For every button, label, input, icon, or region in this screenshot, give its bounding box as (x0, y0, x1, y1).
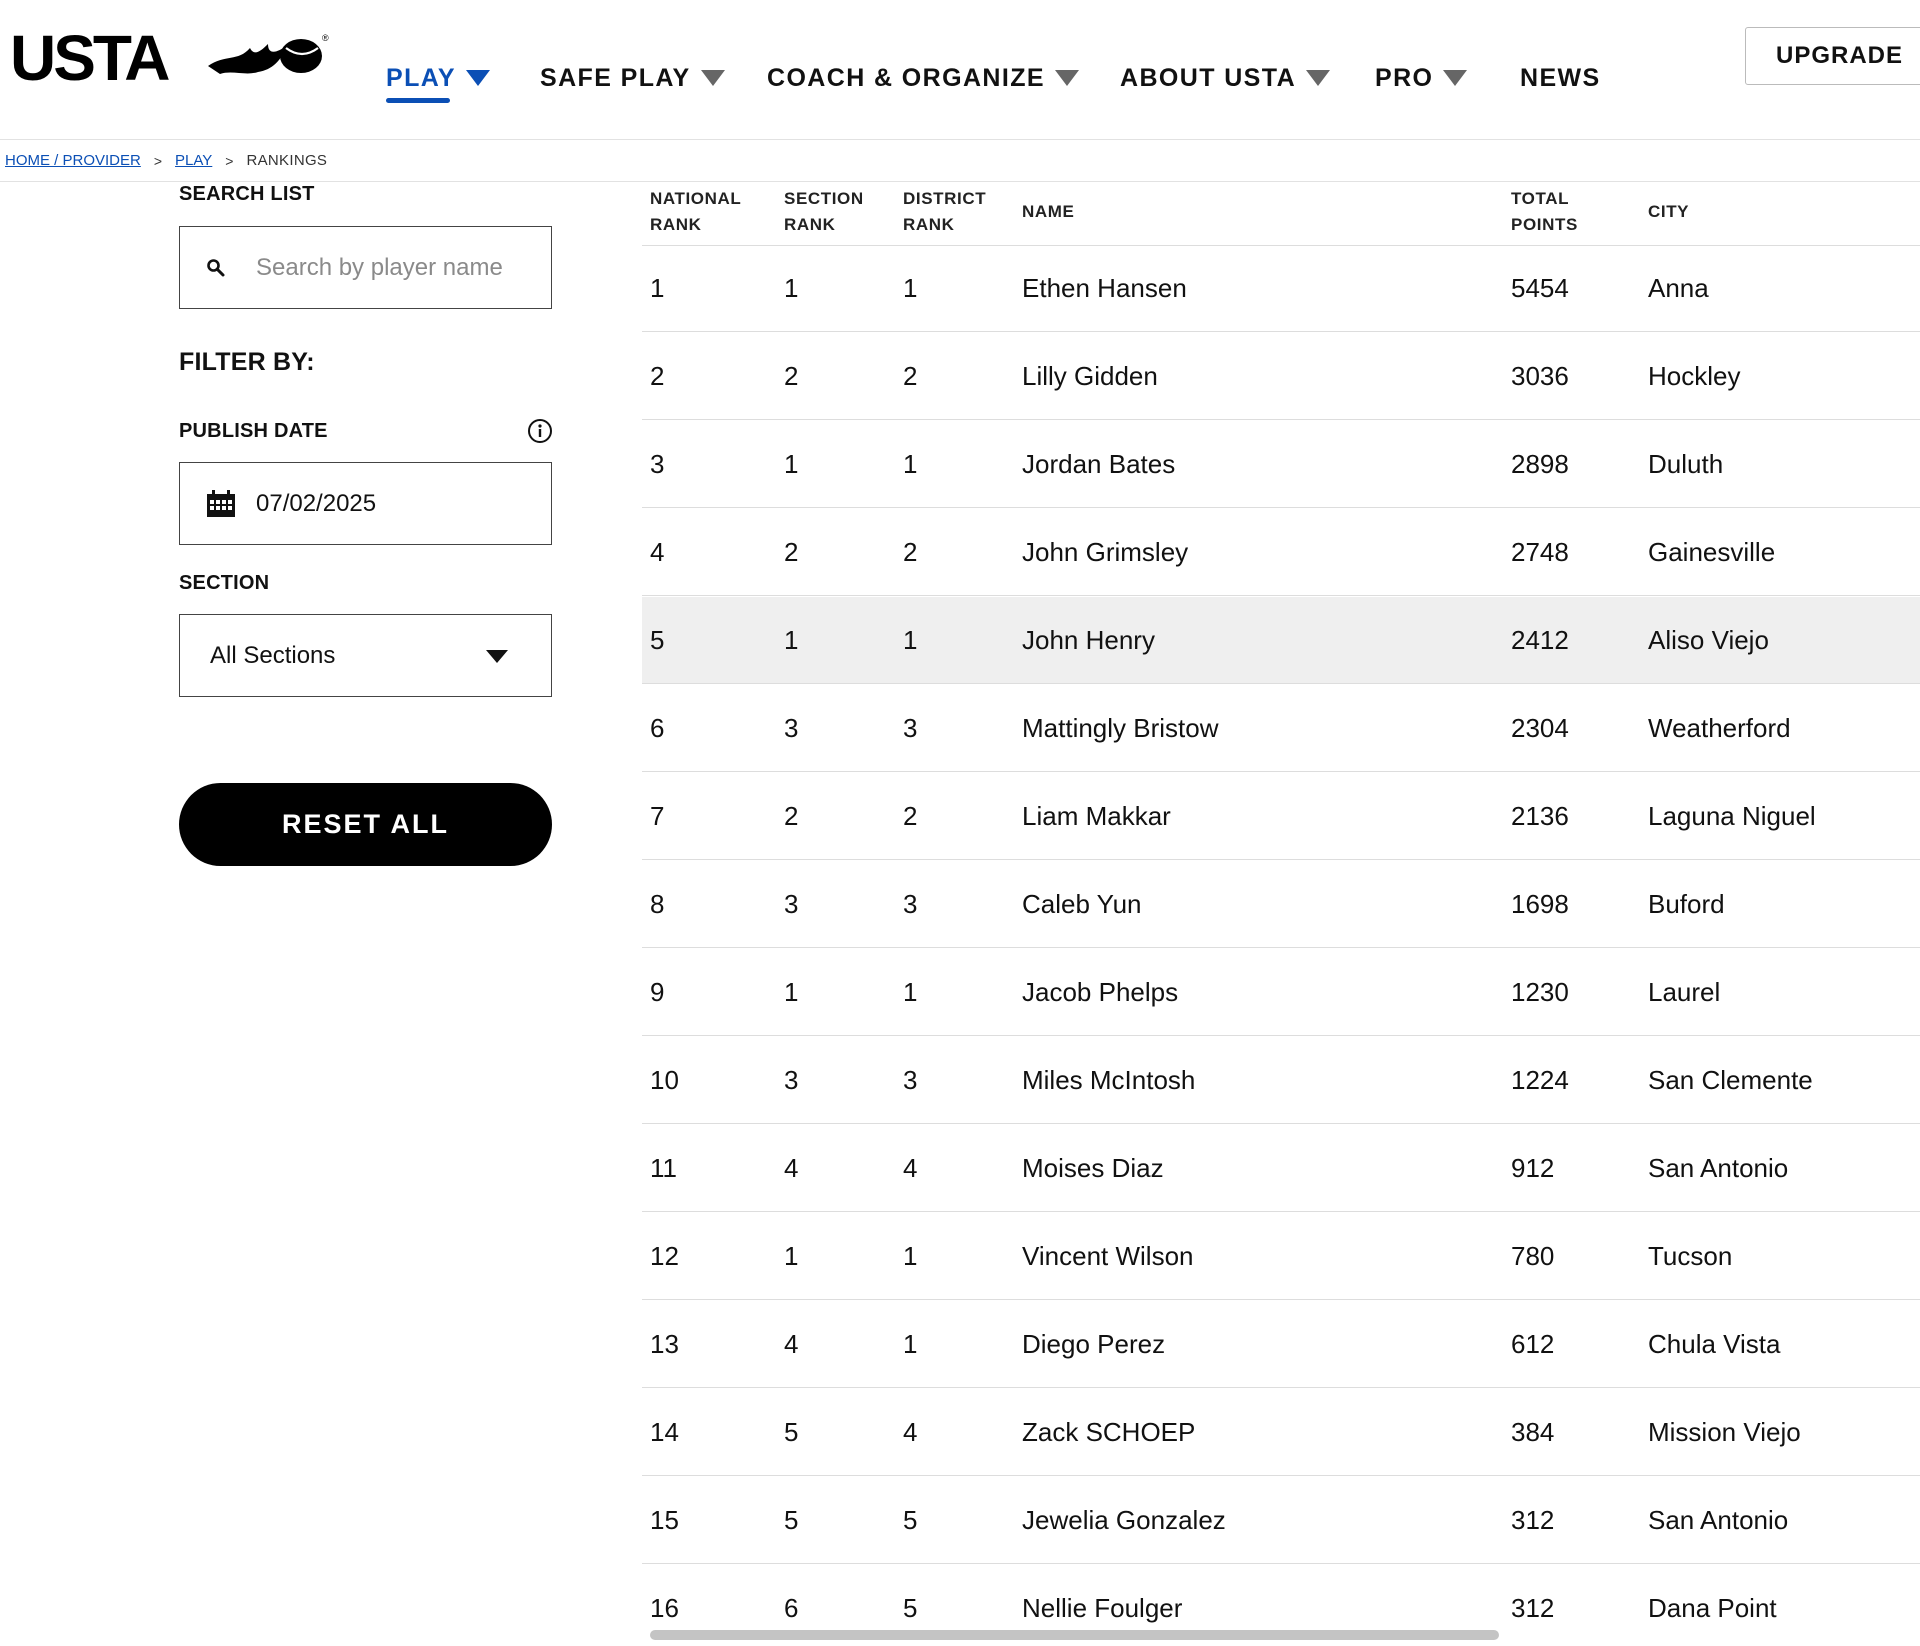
table-row[interactable] (642, 685, 1920, 772)
district-rank-cell: 5 (903, 1593, 918, 1623)
national-rank-cell: 8 (650, 889, 665, 919)
chevron-down-icon (486, 650, 508, 663)
national-rank-cell: 12 (650, 1241, 679, 1271)
table-row[interactable] (642, 1477, 1920, 1564)
nav-about-usta[interactable] (1120, 58, 1330, 98)
national-rank-cell: 7 (650, 801, 665, 831)
col-total-points[interactable]: TOTAL POINTS (1511, 189, 1578, 234)
col-name[interactable]: NAME (1022, 202, 1075, 221)
breadcrumb-separator: > (153, 152, 163, 169)
district-rank-cell: 1 (903, 1241, 918, 1271)
total-points-cell: 1224 (1511, 1065, 1569, 1095)
total-points-cell: 2898 (1511, 449, 1569, 479)
city-cell: Hockley (1648, 361, 1741, 391)
rankings-table (642, 182, 1920, 1632)
nav-coach-organize[interactable] (767, 58, 1079, 98)
search-input[interactable] (256, 227, 536, 308)
publish-date-label: PUBLISH DATE (179, 420, 328, 442)
section-rank-cell: 4 (784, 1153, 799, 1183)
svg-text:®: ® (322, 33, 329, 43)
horizontal-scrollbar[interactable] (650, 1630, 1499, 1640)
district-rank-cell: 1 (903, 625, 918, 655)
total-points-cell: 384 (1511, 1417, 1555, 1447)
caret-down-icon (466, 70, 490, 86)
section-rank-cell: 4 (784, 1329, 799, 1359)
table-row[interactable] (642, 1125, 1920, 1212)
national-rank-cell: 3 (650, 449, 665, 479)
caret-down-icon (701, 70, 725, 86)
national-rank-cell: 2 (650, 361, 665, 391)
player-name-cell[interactable]: John Grimsley (1022, 537, 1189, 567)
section-rank-cell: 1 (784, 625, 799, 655)
player-name-cell[interactable]: Liam Makkar (1022, 801, 1171, 831)
table-row[interactable] (642, 1565, 1920, 1632)
section-rank-cell: 1 (784, 273, 799, 303)
nav-play-label: PLAY (386, 63, 456, 92)
total-points-cell: 912 (1511, 1153, 1555, 1183)
city-cell: San Clemente (1648, 1065, 1813, 1095)
district-rank-cell: 1 (903, 1329, 918, 1359)
player-name-cell[interactable]: Jacob Phelps (1022, 977, 1179, 1007)
total-points-cell: 3036 (1511, 361, 1569, 391)
district-rank-cell: 3 (903, 713, 918, 743)
table-row[interactable] (642, 1301, 1920, 1388)
national-rank-cell: 1 (650, 273, 665, 303)
total-points-cell: 2136 (1511, 801, 1569, 831)
city-cell: Weatherford (1648, 713, 1791, 743)
city-cell: San Antonio (1648, 1153, 1789, 1183)
total-points-cell: 5454 (1511, 273, 1569, 303)
table-row[interactable] (642, 773, 1920, 860)
national-rank-cell: 11 (650, 1153, 677, 1183)
upgrade-button[interactable]: UPGRADE (1745, 27, 1920, 85)
player-name-cell[interactable]: Zack SCHOEP (1022, 1417, 1196, 1447)
table-row[interactable] (642, 597, 1920, 684)
player-name-cell[interactable]: John Henry (1022, 625, 1155, 655)
total-points-cell: 312 (1511, 1593, 1555, 1623)
section-label: SECTION (179, 572, 270, 594)
svg-text:USTA: USTA (10, 26, 168, 88)
breadcrumb-play-link[interactable]: PLAY (175, 152, 213, 169)
table-row[interactable] (642, 949, 1920, 1036)
national-rank-cell: 13 (650, 1329, 679, 1359)
total-points-cell: 1230 (1511, 977, 1569, 1007)
table-row[interactable] (642, 245, 1920, 332)
player-name-cell[interactable]: Lilly Gidden (1022, 361, 1158, 391)
breadcrumb-separator: > (225, 152, 234, 169)
nav-safe-play-label: SAFE PLAY (540, 63, 691, 92)
district-rank-cell: 2 (903, 361, 918, 391)
publish-date-field[interactable] (179, 462, 552, 545)
city-cell: Duluth (1648, 449, 1724, 479)
nav-about-usta-label: ABOUT USTA (1120, 63, 1297, 92)
table-row[interactable] (642, 509, 1920, 596)
player-name-cell[interactable]: Diego Perez (1022, 1329, 1166, 1359)
col-section-rank[interactable]: SECTION RANK (784, 189, 864, 234)
city-cell: Tucson (1648, 1241, 1733, 1271)
national-rank-cell: 5 (650, 625, 665, 655)
district-rank-cell: 4 (903, 1417, 918, 1447)
site-header (0, 0, 1920, 140)
national-rank-cell: 15 (650, 1505, 679, 1535)
col-city[interactable]: CITY (1648, 202, 1690, 221)
breadcrumb (0, 140, 1920, 182)
nav-pro[interactable] (1375, 58, 1467, 98)
section-select-value: All Sections (210, 641, 336, 669)
nav-coach-organize-label: COACH & ORGANIZE (767, 63, 1045, 92)
player-name-cell[interactable]: Miles McIntosh (1022, 1065, 1196, 1095)
breadcrumb-current: RANKINGS (246, 152, 328, 169)
section-rank-cell: 5 (784, 1505, 799, 1535)
national-rank-cell: 6 (650, 713, 665, 743)
caret-down-icon (1306, 70, 1330, 86)
nav-safe-play[interactable] (540, 58, 725, 98)
city-cell: Buford (1648, 889, 1725, 919)
section-rank-cell: 3 (784, 1065, 799, 1095)
total-points-cell: 312 (1511, 1505, 1555, 1535)
district-rank-cell: 1 (903, 273, 918, 303)
table-header (642, 182, 1920, 246)
section-rank-cell: 1 (784, 449, 799, 479)
nav-play[interactable] (386, 58, 490, 98)
table-row[interactable] (642, 1389, 1920, 1476)
national-rank-cell: 4 (650, 537, 665, 567)
nav-news[interactable] (1520, 58, 1601, 98)
section-rank-cell: 1 (784, 1241, 799, 1271)
national-rank-cell: 10 (650, 1065, 679, 1095)
district-rank-cell: 3 (903, 1065, 918, 1095)
city-cell: Laurel (1648, 977, 1721, 1007)
caret-down-icon (1443, 70, 1467, 86)
player-name-cell[interactable]: Moises Diaz (1022, 1153, 1164, 1183)
publish-date-value: 07/02/2025 (256, 489, 377, 517)
filter-by-heading: FILTER BY: (179, 348, 315, 376)
total-points-cell: 2304 (1511, 713, 1569, 743)
city-cell: Laguna Niguel (1648, 801, 1816, 831)
section-rank-cell: 1 (784, 977, 799, 1007)
district-rank-cell: 4 (903, 1153, 918, 1183)
table-row[interactable] (642, 861, 1920, 948)
table-row[interactable] (642, 1037, 1920, 1124)
city-cell: Gainesville (1648, 537, 1776, 567)
section-rank-cell: 2 (784, 801, 799, 831)
caret-down-icon (1055, 70, 1079, 86)
nav-news-label: NEWS (1520, 63, 1601, 92)
search-field (179, 226, 552, 309)
section-rank-cell: 6 (784, 1593, 799, 1623)
total-points-cell: 1698 (1511, 889, 1569, 919)
district-rank-cell: 3 (903, 889, 918, 919)
player-name-cell[interactable]: Caleb Yun (1022, 889, 1142, 919)
col-national-rank[interactable]: NATIONAL RANK (650, 189, 742, 234)
player-name-cell[interactable]: Jewelia Gonzalez (1022, 1505, 1226, 1535)
national-rank-cell: 9 (650, 977, 665, 1007)
section-rank-cell: 2 (784, 537, 799, 567)
city-cell: Mission Viejo (1648, 1417, 1801, 1447)
usta-logo[interactable] (10, 26, 330, 88)
district-rank-cell: 5 (903, 1505, 918, 1535)
city-cell: Chula Vista (1648, 1329, 1781, 1359)
total-points-cell: 2412 (1511, 625, 1569, 655)
calendar-icon (206, 490, 236, 518)
player-name-cell[interactable]: Mattingly Bristow (1022, 713, 1219, 743)
city-cell: San Antonio (1648, 1505, 1789, 1535)
table-row[interactable] (642, 1213, 1920, 1300)
nav-pro-label: PRO (1375, 63, 1434, 92)
city-cell: Dana Point (1648, 1593, 1777, 1623)
player-name-cell[interactable]: Vincent Wilson (1022, 1241, 1194, 1271)
breadcrumb-home-link[interactable]: HOME / PROVIDER (5, 152, 141, 169)
district-rank-cell: 1 (903, 977, 918, 1007)
total-points-cell: 780 (1511, 1241, 1555, 1271)
table-row[interactable] (642, 333, 1920, 420)
district-rank-cell: 2 (903, 801, 918, 831)
search-icon (206, 258, 226, 278)
section-rank-cell: 5 (784, 1417, 799, 1447)
player-name-cell[interactable]: Jordan Bates (1022, 449, 1176, 479)
player-name-cell[interactable]: Nellie Foulger (1022, 1593, 1183, 1623)
district-rank-cell: 2 (903, 537, 918, 567)
section-select[interactable] (179, 614, 552, 697)
total-points-cell: 612 (1511, 1329, 1555, 1359)
player-name-cell[interactable]: Ethen Hansen (1022, 273, 1187, 303)
city-cell: Aliso Viejo (1648, 625, 1769, 655)
section-rank-cell: 3 (784, 889, 799, 919)
col-district-rank[interactable]: DISTRICT RANK (903, 189, 987, 234)
city-cell: Anna (1648, 273, 1709, 303)
section-rank-cell: 3 (784, 713, 799, 743)
table-row[interactable] (642, 421, 1920, 508)
info-icon[interactable] (527, 418, 553, 444)
total-points-cell: 2748 (1511, 537, 1569, 567)
national-rank-cell: 16 (650, 1593, 679, 1623)
national-rank-cell: 14 (650, 1417, 679, 1447)
district-rank-cell: 1 (903, 449, 918, 479)
search-list-label: SEARCH LIST (179, 183, 315, 205)
reset-all-button[interactable]: RESET ALL (179, 783, 552, 866)
section-rank-cell: 2 (784, 361, 799, 391)
